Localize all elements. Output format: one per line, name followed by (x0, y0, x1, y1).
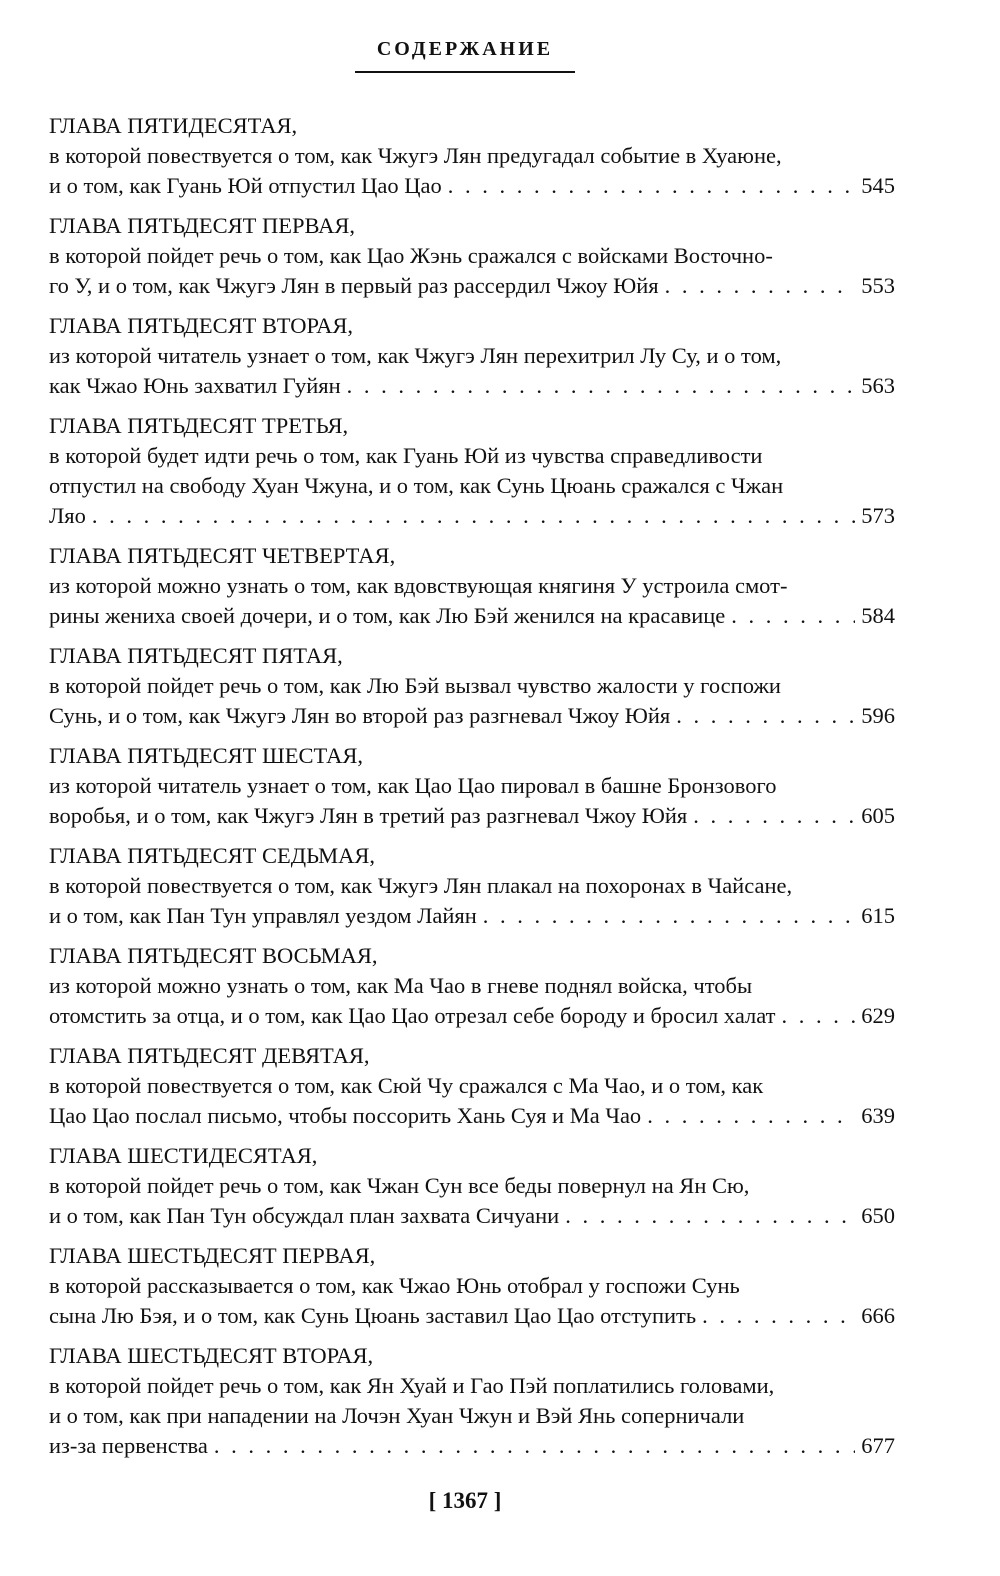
chapter-description-line: в которой пойдет речь о том, как Чжан Сун все беды повернул на Ян Сю, (49, 1173, 750, 1198)
chapter-page-number: 573 (861, 503, 895, 528)
dot-leader (693, 801, 855, 831)
chapter-description-last-line (49, 901, 895, 931)
chapter-page-number: 596 (861, 703, 895, 728)
dot-leader (676, 701, 855, 731)
dot-leader (647, 1101, 855, 1131)
chapter-title: ГЛАВА ПЯТЬДЕСЯТ ЧЕТВЕРТАЯ, (49, 543, 396, 568)
chapter-title: ГЛАВА ПЯТЬДЕСЯТ ДЕВЯТАЯ, (49, 1043, 370, 1068)
page-number: [ 1367 ] (428, 1488, 502, 1513)
chapter-description-last-line (49, 171, 895, 201)
chapter-description-last-line (49, 701, 895, 731)
dot-leader (665, 271, 856, 301)
page-header (0, 38, 930, 73)
chapter-description-text: и о том, как Пан Тун управлял уездом Лайян (49, 903, 477, 928)
chapter-page-number: 639 (861, 1103, 895, 1128)
dot-leader (565, 1201, 855, 1231)
chapter-description-last-line (49, 371, 895, 401)
chapter-description-line: и о том, как при нападении на Лочэн Хуан Чжун и Вэй Янь соперничали (49, 1403, 745, 1428)
chapter-page-number: 553 (861, 273, 895, 298)
toc-entry[interactable] (49, 1041, 895, 1131)
chapter-page-number: 545 (861, 173, 895, 198)
chapter-title: ГЛАВА ШЕСТЬДЕСЯТ ВТОРАЯ, (49, 1343, 374, 1368)
toc-entry[interactable] (49, 541, 895, 631)
chapter-page-number: 629 (861, 1003, 895, 1028)
chapter-description-last-line (49, 271, 895, 301)
chapter-description-line: из которой читатель узнает о том, как Чжугэ Лян перехитрил Лу Су, и о том, (49, 343, 782, 368)
toc-entry[interactable] (49, 111, 895, 201)
chapter-title: ГЛАВА ПЯТЬДЕСЯТ ВТОРАЯ, (49, 313, 353, 338)
chapter-description-line: в которой повествуется о том, как Чжугэ Лян предугадал событие в Хуаюне, (49, 143, 782, 168)
chapter-description-text: отомстить за отца, и о том, как Цао Цао отрезал себе бороду и бросил халат (49, 1003, 776, 1028)
chapter-description-last-line (49, 1001, 895, 1031)
chapter-page-number: 584 (861, 603, 895, 628)
dot-leader (781, 1001, 855, 1031)
chapter-description-last-line (49, 801, 895, 831)
chapter-description-text: рины жениха своей дочери, и о том, как Лю Бэй женился на красавице (49, 603, 726, 628)
dot-leader (347, 371, 856, 401)
chapter-description-text: и о том, как Гуань Юй отпустил Цао Цао (49, 173, 442, 198)
chapter-description-text: Сунь, и о том, как Чжугэ Лян во второй раз разгневал Чжоу Юйя (49, 703, 671, 728)
chapter-description-line: из которой читатель узнает о том, как Цао Цао пировал в башне Бронзового (49, 773, 777, 798)
chapter-title: ГЛАВА ШЕСТЬДЕСЯТ ПЕРВАЯ, (49, 1243, 376, 1268)
chapter-page-number: 650 (861, 1203, 895, 1228)
chapter-description-line: в которой повествуется о том, как Сюй Чу сражался с Ма Чао, и о том, как (49, 1073, 764, 1098)
dot-leader (92, 501, 855, 531)
chapter-description-text: как Чжао Юнь захватил Гуйян (49, 373, 341, 398)
chapter-title: ГЛАВА ПЯТЬДЕСЯТ ПЯТАЯ, (49, 643, 343, 668)
chapter-title: ГЛАВА ПЯТЬДЕСЯТ ПЕРВАЯ, (49, 213, 356, 238)
dot-leader (483, 901, 855, 931)
chapter-page-number: 615 (861, 903, 895, 928)
chapter-description-text: го У, и о том, как Чжугэ Лян в первый раз рассердил Чжоу Юйя (49, 273, 659, 298)
chapter-title: ГЛАВА ПЯТЬДЕСЯТ ВОСЬМАЯ, (49, 943, 378, 968)
chapter-description-text: Ляо (49, 503, 86, 528)
chapter-description-line: в которой будет идти речь о том, как Гуань Юй из чувства справедливости (49, 443, 763, 468)
chapter-description-text: воробья, и о том, как Чжугэ Лян в третий раз разгневал Чжоу Юйя (49, 803, 688, 828)
header-rule (355, 71, 575, 73)
chapter-description-last-line (49, 1101, 895, 1131)
toc-entry[interactable] (49, 1341, 895, 1461)
toc-entry[interactable] (49, 1241, 895, 1331)
chapter-description-last-line (49, 601, 895, 631)
chapter-title: ГЛАВА ПЯТИДЕСЯТАЯ, (49, 113, 298, 138)
table-of-contents (49, 111, 895, 1471)
dot-leader (702, 1301, 855, 1331)
chapter-description-line: из которой можно узнать о том, как вдовствующая княгиня У устроила смот- (49, 573, 788, 598)
chapter-title: ГЛАВА ПЯТЬДЕСЯТ ШЕСТАЯ, (49, 743, 363, 768)
chapter-description-line: из которой можно узнать о том, как Ма Чао в гневе поднял войска, чтобы (49, 973, 753, 998)
chapter-description-line: в которой пойдет речь о том, как Цао Жэнь сражался с войсками Восточно- (49, 243, 773, 268)
chapter-page-number: 677 (861, 1433, 895, 1458)
toc-entry[interactable] (49, 941, 895, 1031)
chapter-description-line: отпустил на свободу Хуан Чжуна, и о том, как Сунь Цюань сражался с Чжан (49, 473, 784, 498)
chapter-description-text: Цао Цао послал письмо, чтобы поссорить Хань Суя и Ма Чао (49, 1103, 642, 1128)
chapter-description-text: сына Лю Бэя, и о том, как Сунь Цюань заставил Цао Цао отступить (49, 1303, 697, 1328)
dot-leader (731, 601, 855, 631)
chapter-title: ГЛАВА ШЕСТИДЕСЯТАЯ, (49, 1143, 318, 1168)
chapter-description-last-line (49, 1431, 895, 1461)
toc-entry[interactable] (49, 211, 895, 301)
chapter-page-number: 666 (861, 1303, 895, 1328)
toc-entry[interactable] (49, 641, 895, 731)
dot-leader (448, 171, 856, 201)
chapter-title: ГЛАВА ПЯТЬДЕСЯТ СЕДЬМАЯ, (49, 843, 376, 868)
chapter-description-last-line (49, 1301, 895, 1331)
chapter-title: ГЛАВА ПЯТЬДЕСЯТ ТРЕТЬЯ, (49, 413, 349, 438)
chapter-description-line: в которой рассказывается о том, как Чжао Юнь отобрал у госпожи Сунь (49, 1273, 740, 1298)
toc-entry[interactable] (49, 411, 895, 531)
chapter-page-number: 605 (861, 803, 895, 828)
chapter-description-last-line (49, 1201, 895, 1231)
chapter-description-text: из-за первенства (49, 1433, 208, 1458)
chapter-description-line: в которой пойдет речь о том, как Ян Хуай и Гао Пэй поплатились головами, (49, 1373, 775, 1398)
chapter-description-line: в которой повествуется о том, как Чжугэ Лян плакал на похоронах в Чайсане, (49, 873, 793, 898)
toc-entry[interactable] (49, 741, 895, 831)
chapter-description-line: в которой пойдет речь о том, как Лю Бэй вызвал чувство жалости у госпожи (49, 673, 781, 698)
chapter-description-text: и о том, как Пан Тун обсуждал план захвата Сичуани (49, 1203, 560, 1228)
dot-leader (214, 1431, 855, 1461)
chapter-page-number: 563 (861, 373, 895, 398)
toc-entry[interactable] (49, 311, 895, 401)
chapter-description-last-line (49, 501, 895, 531)
toc-entry[interactable] (49, 841, 895, 931)
page-title: СОДЕРЖАНИЕ (376, 38, 554, 60)
toc-entry[interactable] (49, 1141, 895, 1231)
